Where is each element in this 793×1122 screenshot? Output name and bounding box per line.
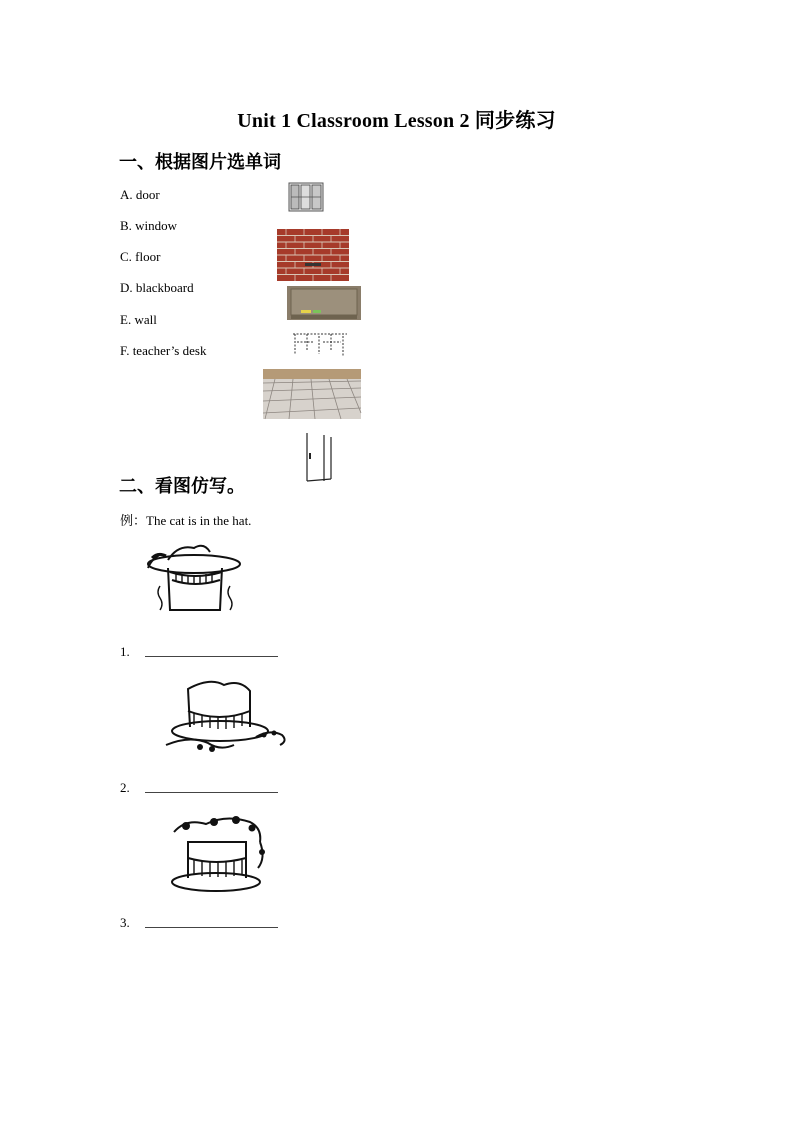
cat-under-hat-picture <box>160 675 290 759</box>
window-picture <box>288 181 324 213</box>
question-1-number: 1. <box>120 644 130 659</box>
answer-line-2[interactable] <box>145 792 278 793</box>
example-label: 例： <box>120 513 147 528</box>
option-f: F. teacher’s desk <box>120 343 207 358</box>
question-1 <box>120 644 290 664</box>
option-d: D. blackboard <box>120 280 194 295</box>
cat-in-hat-picture <box>138 540 242 616</box>
blackboard-picture <box>287 286 361 320</box>
question-2 <box>120 780 290 800</box>
question-3 <box>120 915 290 935</box>
floor-picture <box>263 369 361 419</box>
page-title: Unit 1 Classroom Lesson 2 同步练习 <box>237 110 556 132</box>
example-sentence <box>120 510 251 529</box>
option-b: B. window <box>120 218 178 233</box>
section1-heading: 一、根据图片选单词 <box>119 152 281 173</box>
option-a: A. door <box>120 187 160 202</box>
question-3-number: 3. <box>120 915 130 930</box>
option-c: C. floor <box>120 249 161 264</box>
option-e: E. wall <box>120 312 157 327</box>
brick-wall-picture <box>277 229 349 281</box>
door-picture <box>304 431 334 483</box>
section2-heading: 二、看图仿写。 <box>119 476 245 497</box>
answer-line-3[interactable] <box>145 927 278 928</box>
cat-on-hat-picture <box>166 808 272 896</box>
example-text: The cat is in the hat. <box>146 513 252 528</box>
answer-line-1[interactable] <box>145 656 278 657</box>
teachers-desk-picture <box>291 330 349 358</box>
question-2-number: 2. <box>120 780 130 795</box>
